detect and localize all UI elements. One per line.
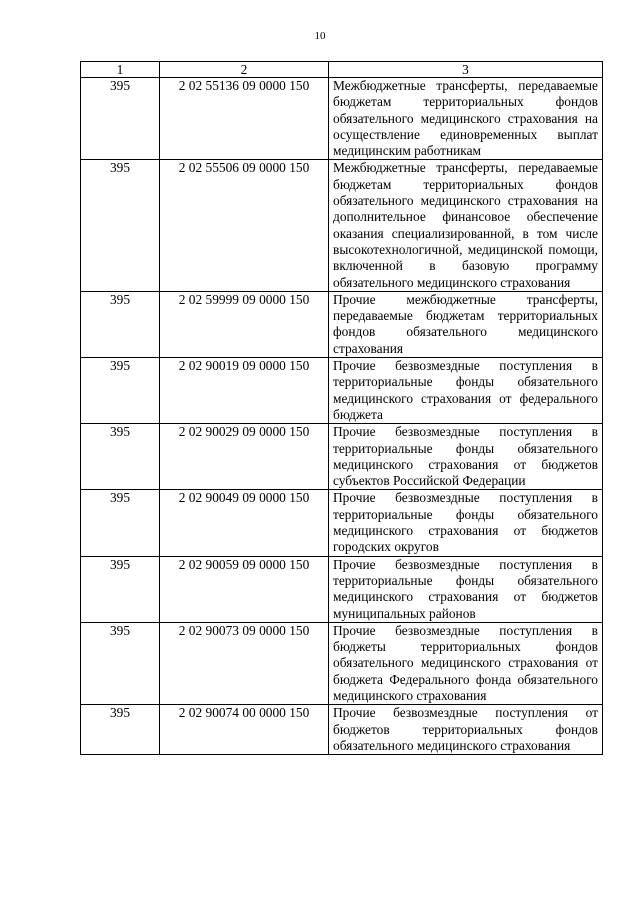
table-header-row — [81, 62, 603, 78]
page-number: 10 — [314, 30, 326, 42]
income-name-cell: Прочие безвозмездные поступления от бюджетов территориальных фондов обязательного медицинского страхования — [329, 705, 603, 755]
table-row — [81, 160, 603, 291]
table-row — [81, 78, 603, 160]
admin-code-cell: 395 — [81, 622, 160, 704]
admin-code-cell: 395 — [81, 160, 160, 291]
table-row — [81, 622, 603, 704]
table-row — [81, 556, 603, 622]
income-name-cell: Прочие безвозмездные поступления в территориальные фонды обязательного медицинского страхования от бюджетов муниципальных районов — [329, 556, 603, 622]
admin-code-cell: 395 — [81, 291, 160, 357]
admin-code-cell: 395 — [81, 705, 160, 755]
income-code-cell: 2 02 90059 09 0000 150 — [160, 556, 329, 622]
column-header-2: 2 — [160, 62, 329, 78]
table-row — [81, 705, 603, 755]
admin-code-cell: 395 — [81, 556, 160, 622]
budget-classification-table — [80, 61, 603, 755]
column-header-1: 1 — [81, 62, 160, 78]
income-code-cell: 2 02 90049 09 0000 150 — [160, 490, 329, 556]
income-name-cell: Межбюджетные трансферты, передаваемые бюджетам территориальных фондов обязательного медицинского страхования на дополнительное финансовое обеспечение оказания специализированной, в том числе высокотехнологичной, медицинской помощи, включенной в базовую программу обязательного медицинского страхования — [329, 160, 603, 291]
income-name-cell: Прочие безвозмездные поступления в территориальные фонды обязательного медицинского страхования от бюджетов городских округов — [329, 490, 603, 556]
income-code-cell: 2 02 90074 00 0000 150 — [160, 705, 329, 755]
income-name-cell: Прочие безвозмездные поступления в бюджеты территориальных фондов обязательного медицинского страхования от бюджета Федерального фонда обязательного медицинского страхования — [329, 622, 603, 704]
table-row — [81, 424, 603, 490]
table-row — [81, 490, 603, 556]
admin-code-cell: 395 — [81, 78, 160, 160]
income-code-cell: 2 02 90029 09 0000 150 — [160, 424, 329, 490]
income-code-cell: 2 02 90019 09 0000 150 — [160, 358, 329, 424]
income-name-cell: Прочие межбюджетные трансферты, передаваемые бюджетам территориальных фондов обязательного медицинского страхования — [329, 291, 603, 357]
income-code-cell: 2 02 55506 09 0000 150 — [160, 160, 329, 291]
income-name-cell: Межбюджетные трансферты, передаваемые бюджетам территориальных фондов обязательного медицинского страхования на осуществление единовременных выплат медицинским работникам — [329, 78, 603, 160]
table-row — [81, 358, 603, 424]
admin-code-cell: 395 — [81, 424, 160, 490]
income-code-cell: 2 02 59999 09 0000 150 — [160, 291, 329, 357]
admin-code-cell: 395 — [81, 490, 160, 556]
table-row — [81, 291, 603, 357]
income-code-cell: 2 02 90073 09 0000 150 — [160, 622, 329, 704]
income-code-cell: 2 02 55136 09 0000 150 — [160, 78, 329, 160]
column-header-3: 3 — [329, 62, 603, 78]
admin-code-cell: 395 — [81, 358, 160, 424]
income-name-cell: Прочие безвозмездные поступления в территориальные фонды обязательного медицинского страхования от бюджетов субъектов Российской Федерации — [329, 424, 603, 490]
income-name-cell: Прочие безвозмездные поступления в территориальные фонды обязательного медицинского страхования от федерального бюджета — [329, 358, 603, 424]
